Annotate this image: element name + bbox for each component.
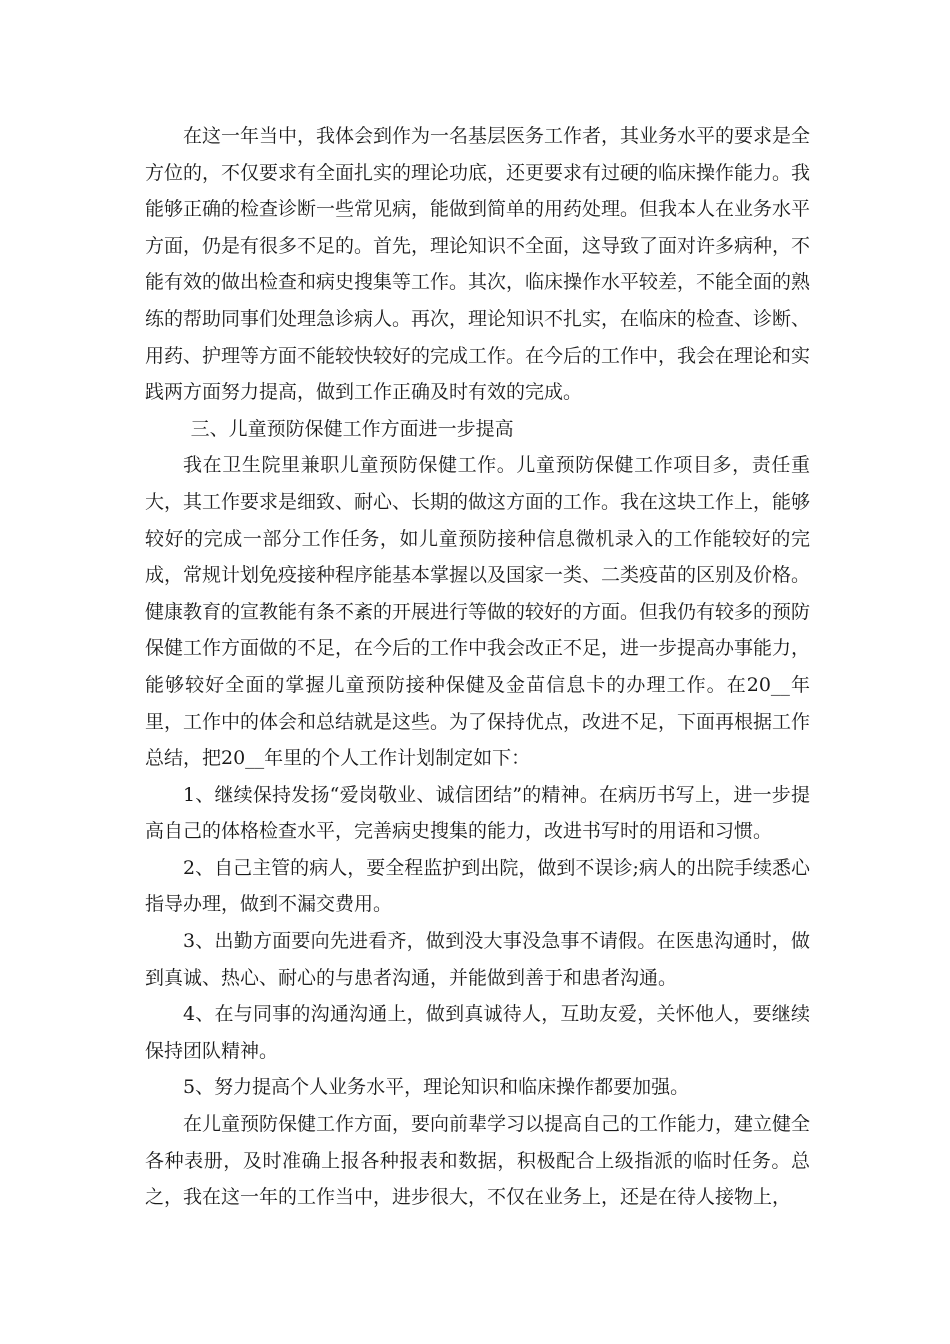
paragraph-child-health: 我在卫生院里兼职儿童预防保健工作。儿童预防保健工作项目多，责任重大，其工作要求是细致、耐心、长期的做这方面的工作。我在这块工作上，能够较好的完成一部分工作任务，如儿童预防接种信息微机录入的工作能较好的完成，常规计划免疫接种程序能基本掌握以及国家一类、二类疫苗的区别及价格。健康教育的宣教能有条不紊的开展进行等做的较好的方面。但我仍有较多的预防保健工作方面做的不足，在今后的工作中我会改正不足，进一步提高办事能力，能够较好全面的掌握儿童预防接种保健及金苗信息卡的办理工作。在20__年里，工作中的体会和总结就是这些。为了保持优点，改进不足，下面再根据工作总结，把20__年里的个人工作计划制定如下：	[145, 454, 811, 770]
section-heading-child-health: 三、儿童预防保健工作方面进一步提高	[190, 417, 514, 440]
plan-item-4: 4、在与同事的沟通沟通上，做到真诚待人，互助友爱，关怀他人，要继续保持团队精神。	[145, 1003, 810, 1062]
paragraph-clinical-skills: 在这一年当中，我体会到作为一名基层医务工作者，其业务水平的要求是全方位的，不仅要求有全面扎实的理论功底，还更要求有过硬的临床操作能力。我能够正确的检查诊断一些常见病，能做到简单的用药处理。但我本人在业务水平方面，仍是有很多不足的。首先，理论知识不全面，这导致了面对许多病种，不能有效的做出检查和病史搜集等工作。其次，临床操作水平较差，不能全面的熟练的帮助同事们处理急诊病人。再次，理论知识不扎实，在临床的检查、诊断、用药、护理等方面不能较快较好的完成工作。在今后的工作中，我会在理论和实践两方面努力提高，做到工作正确及时有效的完成。	[145, 125, 811, 404]
plan-item-1: 1、继续保持发扬“爱岗敬业、诚信团结”的精神。在病历书写上，进一步提高自己的体格检查水平，完善病史搜集的能力，改进书写时的用语和习惯。	[145, 783, 810, 843]
plan-item-3: 3、出勤方面要向先进看齐，做到没大事没急事不请假。在医患沟通时，做到真诚、热心、耐心的与患者沟通，并能做到善于和患者沟通。	[145, 930, 810, 989]
paragraph-summary: 在儿童预防保健工作方面，要向前辈学习以提高自己的工作能力，建立健全各种表册，及时准确上报各种报表和数据，积极配合上级指派的临时任务。总之，我在这一年的工作当中，进步很大，不仅在业务上，还是在待人接物上，	[145, 1113, 811, 1209]
document-body	[145, 118, 810, 1216]
plan-item-2: 2、自己主管的病人，要全程监护到出院，做到不误诊;病人的出院手续悉心指导办理，做到不漏交费用。	[145, 856, 810, 916]
plan-item-5: 5、努力提高个人业务水平，理论知识和临床操作都要加强。	[183, 1076, 690, 1099]
